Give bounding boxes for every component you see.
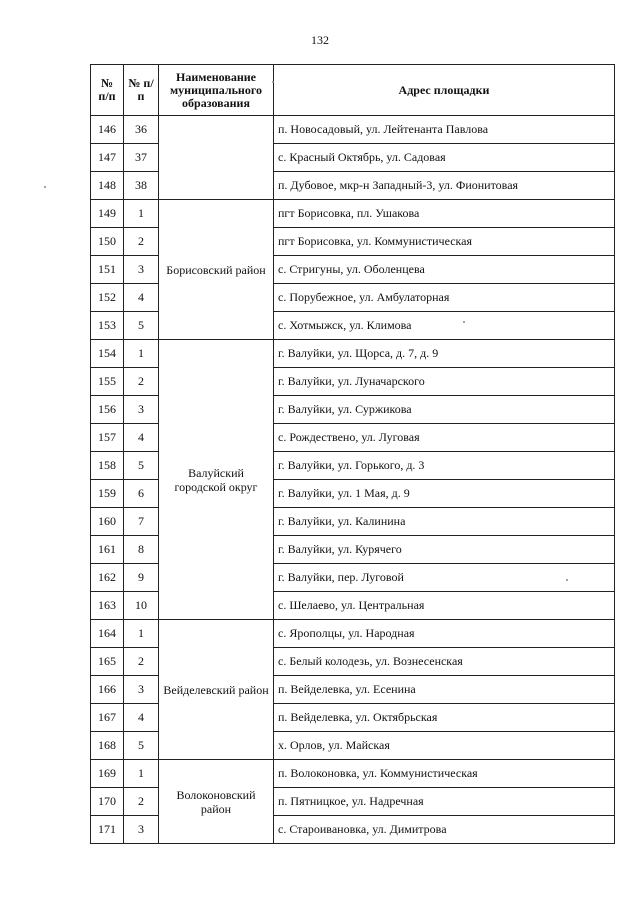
row-number: 160 xyxy=(91,508,124,536)
row-number: 166 xyxy=(91,676,124,704)
scan-speck xyxy=(566,579,568,581)
subrow-number: 5 xyxy=(124,312,159,340)
row-number: 165 xyxy=(91,648,124,676)
table-body xyxy=(91,116,615,844)
row-number: 148 xyxy=(91,172,124,200)
site-address: с. Ярополцы, ул. Народная xyxy=(274,620,615,648)
table-row xyxy=(91,116,615,144)
row-number: 164 xyxy=(91,620,124,648)
site-address: г. Валуйки, ул. Калинина xyxy=(274,508,615,536)
page-number: 132 xyxy=(311,33,329,47)
site-address: г. Валуйки, ул. Курячего xyxy=(274,536,615,564)
row-number: 149 xyxy=(91,200,124,228)
municipality-name: Волоконовский район xyxy=(159,760,274,844)
site-address: г. Валуйки, ул. 1 Мая, д. 9 xyxy=(274,480,615,508)
subrow-number: 9 xyxy=(124,564,159,592)
subrow-number: 8 xyxy=(124,536,159,564)
site-address: п. Вейделевка, ул. Октябрьская xyxy=(274,704,615,732)
row-number: 152 xyxy=(91,284,124,312)
site-address: г. Валуйки, пер. Луговой xyxy=(274,564,615,592)
subrow-number: 2 xyxy=(124,788,159,816)
site-address: п. Вейделевка, ул. Есенина xyxy=(274,676,615,704)
sites-table xyxy=(90,64,615,844)
row-number: 150 xyxy=(91,228,124,256)
site-address: с. Староивановка, ул. Димитрова xyxy=(274,816,615,844)
row-number: 163 xyxy=(91,592,124,620)
site-address: г. Валуйки, ул. Щорса, д. 7, д. 9 xyxy=(274,340,615,368)
subrow-number: 10 xyxy=(124,592,159,620)
header-municipality: Наименование муниципального образования xyxy=(159,65,274,116)
subrow-number: 38 xyxy=(124,172,159,200)
site-address: п. Новосадовый, ул. Лейтенанта Павлова xyxy=(274,116,615,144)
site-address: с. Шелаево, ул. Центральная xyxy=(274,592,615,620)
municipality-name xyxy=(159,116,274,200)
subrow-number: 37 xyxy=(124,144,159,172)
header-subrow-number: № п/п xyxy=(124,65,159,116)
row-number: 171 xyxy=(91,816,124,844)
row-number: 167 xyxy=(91,704,124,732)
row-number: 159 xyxy=(91,480,124,508)
site-address: п. Дубовое, мкр-н Западный-3, ул. Фионитовая xyxy=(274,172,615,200)
site-address: пгт Борисовка, ул. Коммунистическая xyxy=(274,228,615,256)
subrow-number: 4 xyxy=(124,424,159,452)
site-address: пгт Борисовка, пл. Ушакова xyxy=(274,200,615,228)
site-address: с. Хотмыжск, ул. Климова xyxy=(274,312,615,340)
row-number: 161 xyxy=(91,536,124,564)
row-number: 151 xyxy=(91,256,124,284)
subrow-number: 2 xyxy=(124,228,159,256)
row-number: 168 xyxy=(91,732,124,760)
row-number: 156 xyxy=(91,396,124,424)
table-header-row xyxy=(91,65,615,116)
site-address: с. Рождествено, ул. Луговая xyxy=(274,424,615,452)
subrow-number: 7 xyxy=(124,508,159,536)
subrow-number: 1 xyxy=(124,620,159,648)
site-address: с. Порубежное, ул. Амбулаторная xyxy=(274,284,615,312)
row-number: 158 xyxy=(91,452,124,480)
subrow-number: 1 xyxy=(124,760,159,788)
subrow-number: 2 xyxy=(124,368,159,396)
subrow-number: 5 xyxy=(124,452,159,480)
row-number: 155 xyxy=(91,368,124,396)
subrow-number: 1 xyxy=(124,340,159,368)
table-row xyxy=(91,620,615,648)
scan-speck xyxy=(272,81,274,83)
subrow-number: 3 xyxy=(124,256,159,284)
scan-speck xyxy=(463,321,465,323)
table-row xyxy=(91,200,615,228)
subrow-number: 2 xyxy=(124,648,159,676)
row-number: 169 xyxy=(91,760,124,788)
subrow-number: 4 xyxy=(124,704,159,732)
site-address: х. Орлов, ул. Майская xyxy=(274,732,615,760)
row-number: 146 xyxy=(91,116,124,144)
table-row xyxy=(91,760,615,788)
header-row-number: № п/п xyxy=(91,65,124,116)
site-address: с. Белый колодезь, ул. Вознесенская xyxy=(274,648,615,676)
site-address: г. Валуйки, ул. Луначарского xyxy=(274,368,615,396)
row-number: 157 xyxy=(91,424,124,452)
row-number: 170 xyxy=(91,788,124,816)
subrow-number: 3 xyxy=(124,396,159,424)
row-number: 154 xyxy=(91,340,124,368)
site-address: с. Стригуны, ул. Оболенцева xyxy=(274,256,615,284)
subrow-number: 36 xyxy=(124,116,159,144)
subrow-number: 6 xyxy=(124,480,159,508)
row-number: 147 xyxy=(91,144,124,172)
subrow-number: 1 xyxy=(124,200,159,228)
site-address: г. Валуйки, ул. Суржикова xyxy=(274,396,615,424)
subrow-number: 4 xyxy=(124,284,159,312)
subrow-number: 3 xyxy=(124,676,159,704)
table-row xyxy=(91,340,615,368)
row-number: 153 xyxy=(91,312,124,340)
site-address: п. Волоконовка, ул. Коммунистическая xyxy=(274,760,615,788)
site-address: г. Валуйки, ул. Горького, д. 3 xyxy=(274,452,615,480)
municipality-name: Вейделевский район xyxy=(159,620,274,760)
municipality-name: Валуйский городской округ xyxy=(159,340,274,620)
site-address: п. Пятницкое, ул. Надречная xyxy=(274,788,615,816)
site-address: с. Красный Октябрь, ул. Садовая xyxy=(274,144,615,172)
row-number: 162 xyxy=(91,564,124,592)
scan-speck xyxy=(44,186,46,188)
header-address: Адрес площадки xyxy=(274,65,615,116)
subrow-number: 3 xyxy=(124,816,159,844)
municipality-name: Борисовский район xyxy=(159,200,274,340)
subrow-number: 5 xyxy=(124,732,159,760)
